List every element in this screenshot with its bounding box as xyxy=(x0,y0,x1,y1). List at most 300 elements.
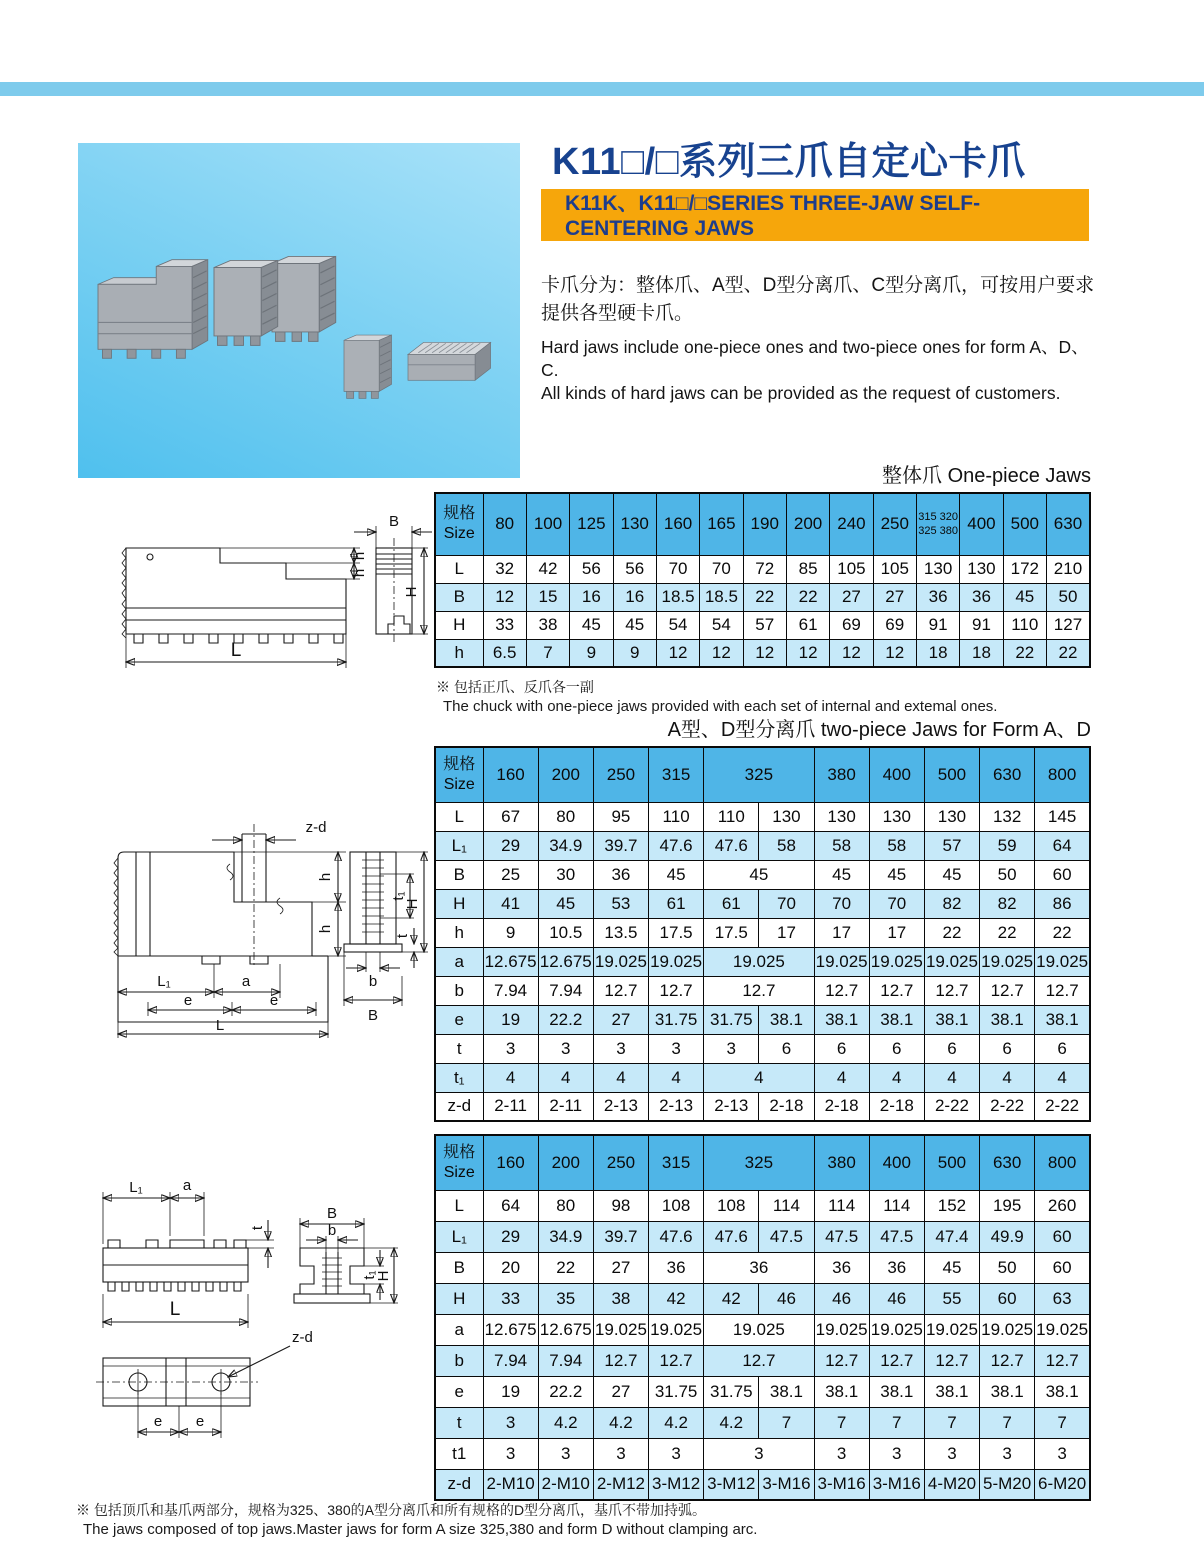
size-col-header: 500 xyxy=(1003,493,1046,555)
spec-cell: 12.7 xyxy=(814,1345,869,1376)
spec-cell: 60 xyxy=(980,1283,1035,1314)
row-label: B xyxy=(435,583,483,611)
spec-row xyxy=(435,639,1090,667)
spec-cell: 13.5 xyxy=(593,918,648,947)
spec-cell: 4.2 xyxy=(649,1407,704,1438)
spec-cell: 12 xyxy=(743,639,786,667)
spec-cell: 30 xyxy=(538,860,593,889)
svg-text:L₁: L₁ xyxy=(129,1179,143,1196)
spec-cell: 70 xyxy=(759,889,814,918)
svg-text:L: L xyxy=(230,640,242,661)
spec-cell: 12.7 xyxy=(869,976,924,1005)
description-en xyxy=(541,336,1097,405)
spec-cell: 12.7 xyxy=(869,1345,924,1376)
spec-cell: 4 xyxy=(704,1063,814,1092)
spec-cell: 3 xyxy=(538,1034,593,1063)
size-col-header: 250 xyxy=(873,493,916,555)
svg-text:B: B xyxy=(367,1007,379,1024)
spec-cell: 38 xyxy=(593,1283,648,1314)
description-en-line1: Hard jaws include one-piece ones and two-piece ones for form A、D、C. xyxy=(541,337,1089,380)
spec-cell: 3-M16 xyxy=(869,1469,924,1500)
spec-cell: 130 xyxy=(960,555,1003,583)
spec-cell: 6.5 xyxy=(483,639,526,667)
spec-cell: 17.5 xyxy=(649,918,704,947)
spec-cell: 9 xyxy=(570,639,613,667)
size-col-header: 190 xyxy=(743,493,786,555)
spec-cell: 38.1 xyxy=(869,1005,924,1034)
size-header-cell: 规格 Size xyxy=(435,747,483,802)
svg-text:L₁: L₁ xyxy=(157,973,171,990)
spec-cell: 55 xyxy=(924,1283,979,1314)
spec-cell: 19.025 xyxy=(704,947,814,976)
subtitle-banner xyxy=(541,189,1089,241)
spec-cell: 57 xyxy=(743,611,786,639)
svg-text:t: t xyxy=(249,1225,266,1231)
spec-cell: 38.1 xyxy=(924,1005,979,1034)
spec-cell: 42 xyxy=(704,1283,759,1314)
spec-cell: 19.025 xyxy=(593,947,648,976)
size-col-header: 200 xyxy=(538,1135,593,1190)
svg-text:t: t xyxy=(394,933,411,939)
size-col-header: 400 xyxy=(869,1135,924,1190)
row-label: h xyxy=(435,918,483,947)
spec-cell: 3 xyxy=(483,1438,538,1469)
spec-cell: 4.2 xyxy=(593,1407,648,1438)
spec-cell: 22.2 xyxy=(538,1376,593,1407)
spec-cell: 39.7 xyxy=(593,831,648,860)
svg-text:e: e xyxy=(153,1413,163,1430)
spec-cell: 4 xyxy=(538,1063,593,1092)
spec-cell: 3 xyxy=(1035,1438,1090,1469)
size-col-header: 380 xyxy=(814,1135,869,1190)
spec-cell: 127 xyxy=(1046,611,1090,639)
spec-cell: 46 xyxy=(869,1283,924,1314)
spec-cell: 152 xyxy=(924,1190,979,1221)
spec-cell: 19 xyxy=(483,1005,538,1034)
spec-cell: 56 xyxy=(613,555,656,583)
size-col-header: 80 xyxy=(483,493,526,555)
spec-cell: 3 xyxy=(924,1438,979,1469)
two-piece-jaws-ad-table xyxy=(434,746,1091,1122)
spec-cell: 12 xyxy=(656,639,699,667)
spec-cell: 38.1 xyxy=(924,1376,979,1407)
spec-cell: 19.025 xyxy=(814,947,869,976)
spec-cell: 36 xyxy=(869,1252,924,1283)
spec-cell: 19.025 xyxy=(924,1314,979,1345)
spec-cell: 19.025 xyxy=(980,1314,1035,1345)
spec-row xyxy=(435,555,1090,583)
spec-cell: 2-18 xyxy=(759,1092,814,1121)
svg-text:b: b xyxy=(368,973,378,990)
spec-cell: 130 xyxy=(814,802,869,831)
size-header-row xyxy=(435,747,1090,802)
svg-text:z-d: z-d xyxy=(305,819,327,836)
spec-cell: 4 xyxy=(980,1063,1035,1092)
spec-cell: 47.6 xyxy=(704,1221,759,1252)
svg-text:H: H xyxy=(404,898,421,910)
subtitle-text: K11K、K11□/□SERIES THREE-JAW SELF-CENTERING JAWS xyxy=(565,192,981,240)
row-label: h xyxy=(435,639,483,667)
spec-cell: 45 xyxy=(570,611,613,639)
svg-text:z-d: z-d xyxy=(292,1329,313,1346)
spec-cell: 7 xyxy=(526,639,569,667)
row-label: z-d xyxy=(435,1092,483,1121)
size-col-header: 315 xyxy=(649,747,704,802)
spec-cell: 29 xyxy=(483,1221,538,1252)
spec-cell: 38 xyxy=(526,611,569,639)
spec-cell: 3 xyxy=(649,1034,704,1063)
svg-text:a: a xyxy=(241,973,251,990)
spec-cell: 130 xyxy=(869,802,924,831)
spec-cell: 82 xyxy=(980,889,1035,918)
spec-row xyxy=(435,1092,1090,1121)
spec-cell: 4 xyxy=(869,1063,924,1092)
row-label: B xyxy=(435,860,483,889)
spec-cell: 105 xyxy=(830,555,873,583)
spec-row xyxy=(435,1190,1090,1221)
spec-cell: 130 xyxy=(916,555,959,583)
two-piece-jaws-d-table xyxy=(434,1134,1091,1501)
spec-cell: 47.6 xyxy=(649,1221,704,1252)
size-col-header: 250 xyxy=(593,1135,648,1190)
spec-cell: 35 xyxy=(538,1283,593,1314)
spec-cell: 45 xyxy=(649,860,704,889)
spec-cell: 2-22 xyxy=(980,1092,1035,1121)
spec-row xyxy=(435,1314,1090,1345)
size-col-header: 315 xyxy=(649,1135,704,1190)
top-stripe-decoration xyxy=(0,82,1204,96)
size-col-header: 165 xyxy=(700,493,743,555)
spec-cell: 17 xyxy=(814,918,869,947)
spec-cell: 38.1 xyxy=(1035,1376,1090,1407)
spec-cell: 34.9 xyxy=(538,831,593,860)
svg-text:h: h xyxy=(351,568,368,578)
size-col-header: 130 xyxy=(613,493,656,555)
spec-cell: 27 xyxy=(593,1376,648,1407)
svg-text:a: a xyxy=(182,1177,192,1194)
spec-cell: 31.75 xyxy=(704,1005,759,1034)
spec-cell: 54 xyxy=(700,611,743,639)
size-header-cell: 规格 Size xyxy=(435,493,483,555)
spec-cell: 36 xyxy=(649,1252,704,1283)
spec-cell: 3 xyxy=(593,1034,648,1063)
footnote-1 xyxy=(436,678,997,716)
spec-cell: 58 xyxy=(869,831,924,860)
spec-cell: 32 xyxy=(483,555,526,583)
spec-cell: 19.025 xyxy=(704,1314,814,1345)
spec-cell: 70 xyxy=(814,889,869,918)
page-title: K11□/□系列三爪自定心卡爪 xyxy=(552,141,1026,183)
spec-cell: 108 xyxy=(649,1190,704,1221)
spec-cell: 2-13 xyxy=(704,1092,759,1121)
spec-cell: 108 xyxy=(704,1190,759,1221)
svg-text:t₁: t₁ xyxy=(361,1270,378,1280)
spec-cell: 2-18 xyxy=(814,1092,869,1121)
spec-cell: 105 xyxy=(873,555,916,583)
spec-cell: 4 xyxy=(649,1063,704,1092)
spec-cell: 3-M12 xyxy=(649,1469,704,1500)
spec-cell: 53 xyxy=(593,889,648,918)
spec-cell: 210 xyxy=(1046,555,1090,583)
spec-cell: 6-M20 xyxy=(1035,1469,1090,1500)
row-label: a xyxy=(435,1314,483,1345)
spec-cell: 38.1 xyxy=(814,1005,869,1034)
row-label: b xyxy=(435,976,483,1005)
spec-row xyxy=(435,860,1090,889)
size-col-header: 160 xyxy=(483,747,538,802)
spec-cell: 45 xyxy=(704,860,814,889)
spec-cell: 110 xyxy=(704,802,759,831)
spec-cell: 3 xyxy=(980,1438,1035,1469)
spec-cell: 114 xyxy=(869,1190,924,1221)
spec-cell: 46 xyxy=(814,1283,869,1314)
spec-cell: 27 xyxy=(873,583,916,611)
spec-cell: 19.025 xyxy=(814,1314,869,1345)
spec-cell: 58 xyxy=(759,831,814,860)
row-label: e xyxy=(435,1376,483,1407)
spec-cell: 12 xyxy=(830,639,873,667)
size-col-header: 400 xyxy=(869,747,924,802)
spec-cell: 85 xyxy=(786,555,829,583)
spec-cell: 9 xyxy=(483,918,538,947)
spec-cell: 7.94 xyxy=(538,1345,593,1376)
drawing-one-piece-jaw xyxy=(98,496,434,684)
size-col-header: 500 xyxy=(924,747,979,802)
spec-cell: 82 xyxy=(924,889,979,918)
svg-text:L: L xyxy=(215,1017,225,1034)
size-col-header: 325 xyxy=(704,747,814,802)
spec-cell: 2-11 xyxy=(483,1092,538,1121)
size-col-header: 240 xyxy=(830,493,873,555)
spec-row xyxy=(435,889,1090,918)
spec-cell: 41 xyxy=(483,889,538,918)
spec-row xyxy=(435,831,1090,860)
spec-cell: 45 xyxy=(924,1252,979,1283)
spec-cell: 6 xyxy=(924,1034,979,1063)
spec-cell: 12 xyxy=(483,583,526,611)
spec-cell: 39.7 xyxy=(593,1221,648,1252)
spec-cell: 22.2 xyxy=(538,1005,593,1034)
spec-cell: 70 xyxy=(656,555,699,583)
spec-cell: 16 xyxy=(570,583,613,611)
svg-text:B: B xyxy=(388,513,400,530)
row-label: t xyxy=(435,1034,483,1063)
spec-cell: 36 xyxy=(704,1252,814,1283)
row-label: H xyxy=(435,1283,483,1314)
spec-cell: 19.025 xyxy=(980,947,1035,976)
spec-cell: 17 xyxy=(759,918,814,947)
spec-cell: 16 xyxy=(613,583,656,611)
spec-row xyxy=(435,1005,1090,1034)
spec-cell: 19.025 xyxy=(593,1314,648,1345)
spec-cell: 6 xyxy=(814,1034,869,1063)
row-label: L₁ xyxy=(435,831,483,860)
row-label: H xyxy=(435,611,483,639)
row-label: L xyxy=(435,802,483,831)
size-col-header: 100 xyxy=(526,493,569,555)
spec-cell: 47.5 xyxy=(869,1221,924,1252)
row-label: e xyxy=(435,1005,483,1034)
spec-cell: 70 xyxy=(869,889,924,918)
spec-cell: 50 xyxy=(980,860,1035,889)
spec-cell: 36 xyxy=(960,583,1003,611)
spec-cell: 47.5 xyxy=(814,1221,869,1252)
spec-cell: 60 xyxy=(1035,860,1090,889)
spec-cell: 60 xyxy=(1035,1252,1090,1283)
spec-cell: 12.675 xyxy=(483,947,538,976)
spec-cell: 47.6 xyxy=(649,831,704,860)
spec-cell: 17.5 xyxy=(704,918,759,947)
spec-cell: 2-13 xyxy=(649,1092,704,1121)
spec-row xyxy=(435,918,1090,947)
row-label: a xyxy=(435,947,483,976)
spec-cell: 12.7 xyxy=(980,1345,1035,1376)
spec-cell: 61 xyxy=(704,889,759,918)
size-col-header: 200 xyxy=(786,493,829,555)
drawing-two-piece-jaw-form-ad xyxy=(84,806,432,1042)
spec-cell: 25 xyxy=(483,860,538,889)
spec-cell: 22 xyxy=(1003,639,1046,667)
svg-text:h: h xyxy=(351,551,368,561)
spec-cell: 80 xyxy=(538,802,593,831)
spec-cell: 130 xyxy=(759,802,814,831)
svg-text:L: L xyxy=(169,1299,181,1320)
spec-row xyxy=(435,976,1090,1005)
spec-row xyxy=(435,1034,1090,1063)
spec-cell: 38.1 xyxy=(869,1376,924,1407)
spec-cell: 3-M16 xyxy=(814,1469,869,1500)
spec-row xyxy=(435,947,1090,976)
spec-cell: 17 xyxy=(869,918,924,947)
spec-cell: 110 xyxy=(1003,611,1046,639)
spec-cell: 18 xyxy=(916,639,959,667)
spec-row xyxy=(435,1221,1090,1252)
spec-row xyxy=(435,802,1090,831)
spec-cell: 27 xyxy=(830,583,873,611)
size-col-header: 630 xyxy=(980,1135,1035,1190)
spec-cell: 2-11 xyxy=(538,1092,593,1121)
spec-cell: 38.1 xyxy=(980,1005,1035,1034)
spec-cell: 69 xyxy=(830,611,873,639)
size-col-header: 380 xyxy=(814,747,869,802)
spec-cell: 36 xyxy=(916,583,959,611)
drawing-two-piece-jaw-form-d xyxy=(78,1162,430,1456)
spec-cell: 110 xyxy=(649,802,704,831)
spec-cell: 27 xyxy=(593,1252,648,1283)
spec-cell: 18.5 xyxy=(656,583,699,611)
spec-cell: 47.6 xyxy=(704,831,759,860)
spec-row xyxy=(435,583,1090,611)
spec-cell: 5-M20 xyxy=(980,1469,1035,1500)
spec-cell: 3 xyxy=(483,1034,538,1063)
spec-cell: 12 xyxy=(786,639,829,667)
footnote-2-cn: ※ 包括顶爪和基爪两部分，规格为325、380的A型分离爪和所有规格的D型分离爪，基爪不带加持弧。 xyxy=(76,1502,707,1518)
spec-cell: 64 xyxy=(483,1190,538,1221)
spec-cell: 22 xyxy=(538,1252,593,1283)
spec-cell: 4 xyxy=(814,1063,869,1092)
spec-cell: 12.7 xyxy=(593,1345,648,1376)
size-col-header: 250 xyxy=(593,747,648,802)
row-label: H xyxy=(435,889,483,918)
spec-row xyxy=(435,1345,1090,1376)
spec-cell: 6 xyxy=(759,1034,814,1063)
spec-cell: 3 xyxy=(814,1438,869,1469)
spec-cell: 33 xyxy=(483,1283,538,1314)
spec-cell: 33 xyxy=(483,611,526,639)
spec-cell: 91 xyxy=(916,611,959,639)
spec-cell: 61 xyxy=(649,889,704,918)
spec-cell: 3 xyxy=(483,1407,538,1438)
spec-cell: 3 xyxy=(704,1438,814,1469)
description-en-line2: All kinds of hard jaws can be provided as the request of customers. xyxy=(541,383,1061,403)
spec-cell: 29 xyxy=(483,831,538,860)
spec-cell: 19 xyxy=(483,1376,538,1407)
row-label: L xyxy=(435,555,483,583)
spec-cell: 64 xyxy=(1035,831,1090,860)
spec-cell: 3-M12 xyxy=(704,1469,759,1500)
spec-cell: 38.1 xyxy=(759,1376,814,1407)
spec-cell: 42 xyxy=(526,555,569,583)
spec-cell: 58 xyxy=(814,831,869,860)
spec-cell: 3 xyxy=(538,1438,593,1469)
spec-cell: 91 xyxy=(960,611,1003,639)
size-col-header: 125 xyxy=(570,493,613,555)
size-col-header: 315 320 325 380 xyxy=(916,493,959,555)
spec-cell: 49.9 xyxy=(980,1221,1035,1252)
spec-cell: 86 xyxy=(1035,889,1090,918)
spec-cell: 9 xyxy=(613,639,656,667)
spec-cell: 12.7 xyxy=(704,1345,814,1376)
spec-cell: 2-M10 xyxy=(483,1469,538,1500)
spec-cell: 10.5 xyxy=(538,918,593,947)
spec-cell: 4 xyxy=(483,1063,538,1092)
row-label: L₁ xyxy=(435,1221,483,1252)
spec-cell: 42 xyxy=(649,1283,704,1314)
svg-text:e: e xyxy=(269,992,279,1009)
spec-cell: 12.7 xyxy=(924,976,979,1005)
spec-cell: 2-13 xyxy=(593,1092,648,1121)
footnote-1-en: The chuck with one-piece jaws provided with each set of internal and extemal ones. xyxy=(443,698,998,715)
spec-cell: 2-M10 xyxy=(538,1469,593,1500)
svg-text:h: h xyxy=(317,872,334,882)
svg-text:B: B xyxy=(326,1205,338,1222)
size-col-header: 200 xyxy=(538,747,593,802)
spec-cell: 69 xyxy=(873,611,916,639)
spec-cell: 19.025 xyxy=(924,947,979,976)
spec-cell: 12.7 xyxy=(980,976,1035,1005)
spec-cell: 45 xyxy=(924,860,979,889)
spec-cell: 7.94 xyxy=(483,1345,538,1376)
spec-cell: 98 xyxy=(593,1190,648,1221)
svg-text:H: H xyxy=(403,586,420,598)
spec-cell: 45 xyxy=(1003,583,1046,611)
size-col-header: 160 xyxy=(483,1135,538,1190)
spec-cell: 38.1 xyxy=(814,1376,869,1407)
spec-cell: 130 xyxy=(924,802,979,831)
spec-cell: 12.7 xyxy=(814,976,869,1005)
spec-cell: 22 xyxy=(743,583,786,611)
spec-cell: 31.75 xyxy=(649,1005,704,1034)
svg-text:t₁: t₁ xyxy=(390,891,407,901)
spec-cell: 12.675 xyxy=(538,947,593,976)
spec-cell: 19.025 xyxy=(869,947,924,976)
spec-cell: 7.94 xyxy=(483,976,538,1005)
spec-cell: 12.675 xyxy=(538,1314,593,1345)
footnote-1-cn: ※ 包括正爪、反爪各一副 xyxy=(436,679,594,695)
spec-cell: 60 xyxy=(1035,1221,1090,1252)
spec-cell: 172 xyxy=(1003,555,1046,583)
spec-cell: 6 xyxy=(980,1034,1035,1063)
